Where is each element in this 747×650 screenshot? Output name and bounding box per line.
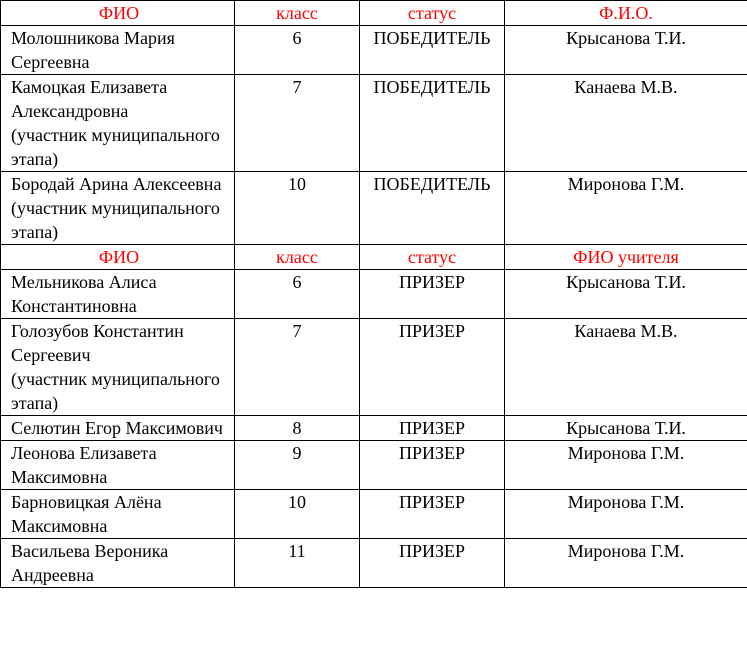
student-name: Леонова Елизавета Максимовна: [11, 443, 157, 487]
table-row: [1, 319, 747, 416]
table-row: [1, 441, 747, 490]
teacher-cell: Крысанова Т.И.: [505, 270, 747, 319]
teacher-cell: Миронова Г.М.: [505, 441, 747, 490]
status-cell: ПРИЗЕР: [360, 539, 505, 588]
header-status-cell: статус: [360, 245, 505, 270]
grade-cell: 6: [235, 26, 360, 75]
results-table-body: [1, 1, 747, 588]
student-name: Барновицкая Алёна Максимовна: [11, 492, 162, 536]
status-cell: ПОБЕДИТЕЛЬ: [360, 26, 505, 75]
student-name-cell: [1, 75, 235, 172]
teacher-cell: Миронова Г.М.: [505, 539, 747, 588]
teacher-cell: Канаева М.В.: [505, 319, 747, 416]
teacher-cell: Миронова Г.М.: [505, 490, 747, 539]
student-name: Мельникова Алиса Константиновна: [11, 272, 157, 316]
grade-cell: 8: [235, 416, 360, 441]
student-name-cell: [1, 441, 235, 490]
grade-cell: 9: [235, 441, 360, 490]
grade-cell: 6: [235, 270, 360, 319]
status-cell: ПОБЕДИТЕЛЬ: [360, 172, 505, 245]
grade-cell: 7: [235, 75, 360, 172]
table-row: [1, 416, 747, 441]
status-cell: ПРИЗЕР: [360, 319, 505, 416]
table-row: [1, 75, 747, 172]
teacher-cell: Миронова Г.М.: [505, 172, 747, 245]
header-grade-cell: класс: [235, 245, 360, 270]
status-cell: ПРИЗЕР: [360, 270, 505, 319]
teacher-cell: Крысанова Т.И.: [505, 26, 747, 75]
student-name: Камоцкая Елизавета Александровна: [11, 77, 168, 121]
student-name-cell: [1, 319, 235, 416]
table-row: [1, 270, 747, 319]
status-cell: ПРИЗЕР: [360, 490, 505, 539]
student-name-cell: [1, 172, 235, 245]
student-note: (участник муниципального этапа): [11, 198, 220, 242]
header-teacher-cell: ФИО учителя: [505, 245, 747, 270]
student-name-cell: [1, 490, 235, 539]
header-grade-cell: класс: [235, 1, 360, 26]
header-status-cell: статус: [360, 1, 505, 26]
status-cell: ПРИЗЕР: [360, 416, 505, 441]
student-name-cell: [1, 26, 235, 75]
student-name: Селютин Егор Максимович: [11, 418, 223, 438]
header-name-cell: ФИО: [1, 1, 235, 26]
student-name-cell: [1, 416, 235, 441]
header-name-cell: ФИО: [1, 245, 235, 270]
status-cell: ПОБЕДИТЕЛЬ: [360, 75, 505, 172]
grade-cell: 10: [235, 172, 360, 245]
student-note: (участник муниципального этапа): [11, 125, 220, 169]
table-row: [1, 26, 747, 75]
student-note: (участник муниципального этапа): [11, 369, 220, 413]
teacher-cell: Крысанова Т.И.: [505, 416, 747, 441]
student-name: Молошникова Мария Сергеевна: [11, 28, 175, 72]
student-name: Васильева Вероника Андреевна: [11, 541, 169, 585]
student-name-cell: [1, 539, 235, 588]
teacher-cell: Канаева М.В.: [505, 75, 747, 172]
student-name: Бородай Арина Алексеевна: [11, 174, 222, 194]
grade-cell: 7: [235, 319, 360, 416]
student-name: Голозубов Константин Сергеевич: [11, 321, 184, 365]
winners-header-row: [1, 1, 747, 26]
student-name-cell: [1, 270, 235, 319]
table-row: [1, 172, 747, 245]
header-teacher-cell: Ф.И.О.: [505, 1, 747, 26]
grade-cell: 10: [235, 490, 360, 539]
table-row: [1, 539, 747, 588]
grade-cell: 11: [235, 539, 360, 588]
prizewinners-header-row: [1, 245, 747, 270]
table-row: [1, 490, 747, 539]
status-cell: ПРИЗЕР: [360, 441, 505, 490]
